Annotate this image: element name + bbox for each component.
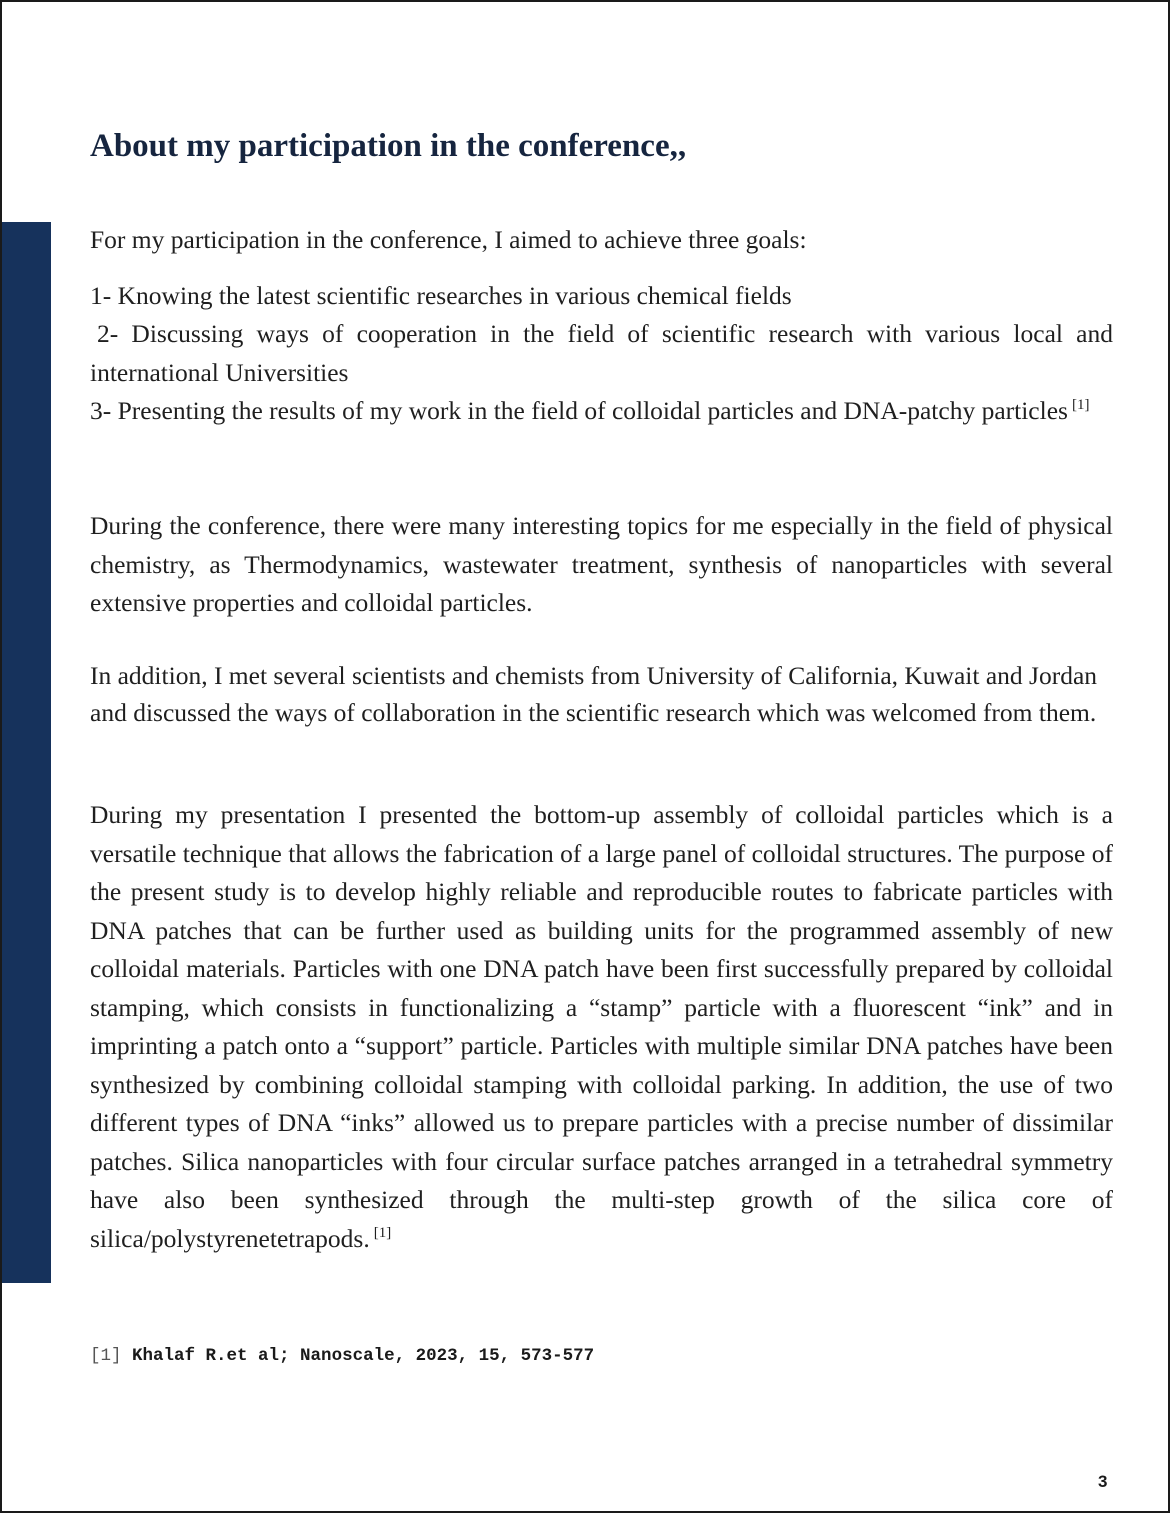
citation-ref: [1] [373,1224,392,1241]
footnote-marker: [1] [90,1346,122,1366]
goal-2: 2- Discussing ways of cooperation in the field of scientific research with various local and international Universities [90,319,1113,387]
goal-3 [90,392,1113,431]
intro-paragraph: For my participation in the conference, I aimed to achieve three goals: [90,225,807,254]
goal-1: 1- Knowing the latest scientific researches in various chemical fields [90,281,792,310]
page-number: 3 [1098,1472,1108,1491]
presentation-text: During my presentation I presented the bottom-up assembly of colloidal particles which is a versatile technique that allows the fabrication of a large panel of colloidal structures. The purpose of the present study is to develop highly reliable and reproducible routes to fabricate particles with DNA patches that can be further used as building units for the programmed assembly of new colloidal materials. Particles with one DNA patch have been first successfully prepared by colloidal stamping, which consists in functionalizing a “stamp” particle with a fluorescent “ink” and in imprinting a patch onto a “support” particle. Particles with multiple similar DNA patches have been synthesized by combining colloidal stamping with colloidal parking. In addition, the use of two different types of DNA “inks” allowed us to prepare particles with a precise number of dissimilar patches. Silica nanoparticles with four circular surface patches arranged in a tetrahedral symmetry have also been synthesized through the multi-step growth of the silica core of silica/polystyrenetetrapods. [90,800,1113,1253]
citation-ref: [1] [1071,397,1090,413]
paragraph-presentation [90,796,1113,1258]
goal-3-text: 3- Presenting the results of my work in the field of colloidal particles and DNA-patchy particles [90,396,1068,425]
decorative-side-bar [2,222,51,1283]
paragraph-meetings: In addition, I met several scientists and chemists from University of California, Kuwait and Jordan and discussed the ways of collaboration in the scientific research which was welcomed from them. [90,661,1098,727]
page-title: About my participation in the conference,, [90,128,687,164]
paragraph-topics: During the conference, there were many interesting topics for me especially in the field of physical chemistry, as Thermodynamics, wastewater treatment, synthesis of nanoparticles with several extensive properties and colloidal particles. [90,511,1113,617]
footnote-text: Khalaf R.et al; Nanoscale, 2023, 15, 573-577 [132,1346,595,1366]
footnote [90,1346,594,1366]
